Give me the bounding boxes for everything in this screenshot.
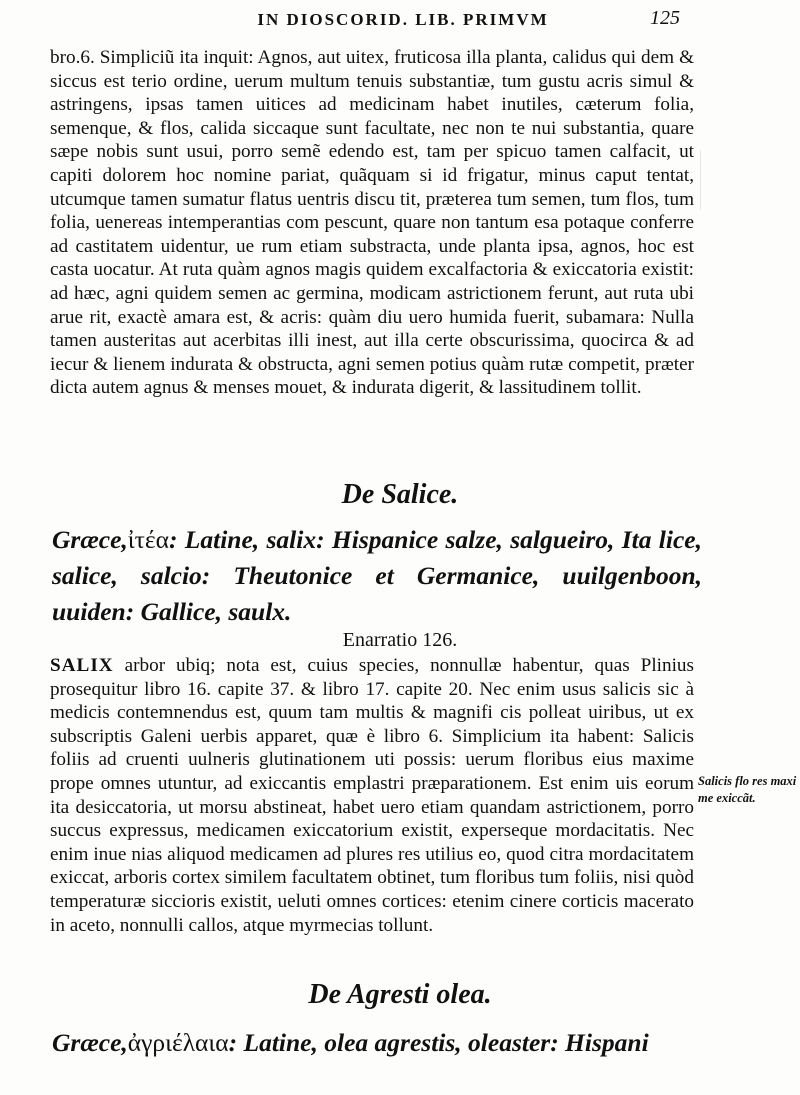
paragraph-agnos-continuation: bro.6. Simpliciũ ita inquit: Agnos, aut uitex, fruticosa illa planta, calidus qui dem & siccus est terio ordine, uerum multum tenuis substantiæ, tum gustu acris simul & astringens, ipsas tamen uitices ad medicinam habet inutiles, cæterum folia, semenque, & flos, calida siccaque sunt facultate, nec non te nui substantia, quare sæpe nobis sunt usui, porro semẽ edendo est, tam per spicuo tamen calfacit, ut capiti dolorem hoc nomine pariat, quãquam si id frigatur, minus caput tentat, utcumque tamen sumatur flatus uentris discu tit, præterea tum semen, tum flos, tum folia, uenereas intemperantias com pescunt, quare non tantum esa potaque conferre ad castitatem uidentur, ue rum etiam substracta, unde planta ipsa, agnos, hoc est casta uocatur. At ruta quàm agnos magis quidem excalfactoria & exiccatoria existit: ad hæc, agni quidem semen ac germina, modicam astrictionem ferunt, aut ruta ubi arue rit, exactè amara est, & acris: quàm diu uero humida fuerit, subamara: Nulla tamen austeritas aut acerbitas illi inest, aut illa certe obscurissima, quocirca & ad iecur & lienem indurata & obstructa, agni semen potius quàm rutæ competit, præter dicta autem agnus & menses mouet, & indurata digerit, & lassitudinem tollit. [50,47,694,399]
paragraph-salix-text: arbor ubiq; nota est, cuius species, nonnullæ habentur, quas Plinius prosequitur libro 16. capite 37. & libro 17. capite 20. Nec enim usus salicis sic à medicis contemnendus est, quum tam multis & magnifi cis polleat uiribus, ut ex subscriptis Galeni uerbis apparet, quæ è libro 6. Simplicium ita habent: Salicis foliis ad cruenti uulneris glutinationem uti possis: uerum floribus eius maxime prope omnes utuntur, ad exiccantis emplastri præparationem. Est enim uis eorum ita desiccatoria, ut morsu abstineat, habet uero etiam quandam astrictionem, porro succus expressus, medicamen exiccatorium existit, experseque mordacitatis. Nec enim inue nias aliquod medicamen ad plures res utilius eo, quod citra mordacitatem exiccat, arboris cortex similem facultatem obtinet, tum floribus tum foliis, nisi quòd temperaturæ siccioris existit, ueluti omnes cortices: etenim cinere corticis macerato in aceto, nonnulli callos, atque myrmecias tollunt. [50,655,694,936]
paragraph-salix [50,654,694,937]
lead-word: SALIX [50,655,114,676]
names-block-salix [52,522,702,630]
names-block-agresti-olea [52,1025,702,1061]
page-number: 125 [650,7,680,29]
bleed-through-marks [700,150,797,210]
names-prefix: Græce, [52,1028,128,1057]
names-rest: : Latine, salix: Hispanice salze, salgueiro, Ita lice, salice, salcio: Theutonice et Germanice, uuilgenboon, uuiden: Gallice, saulx. [52,525,702,626]
greek-name: ἀγριέλαια [127,1028,229,1057]
names-prefix: Græce, [52,525,128,554]
section-heading-salix: De Salice. [341,479,459,510]
running-title: IN DIOSCORID. LIB. PRIMVM [257,10,549,29]
greek-name: ἰτέα [127,525,169,554]
enarratio-number: Enarratio 126. [342,629,458,651]
names-rest: : Latine, olea agrestis, oleaster: Hispani [228,1028,649,1057]
margin-note: Salicis flo res maxi me exiccãt. [698,774,797,805]
section-heading-agresti-olea: De Agresti olea. [308,979,492,1010]
